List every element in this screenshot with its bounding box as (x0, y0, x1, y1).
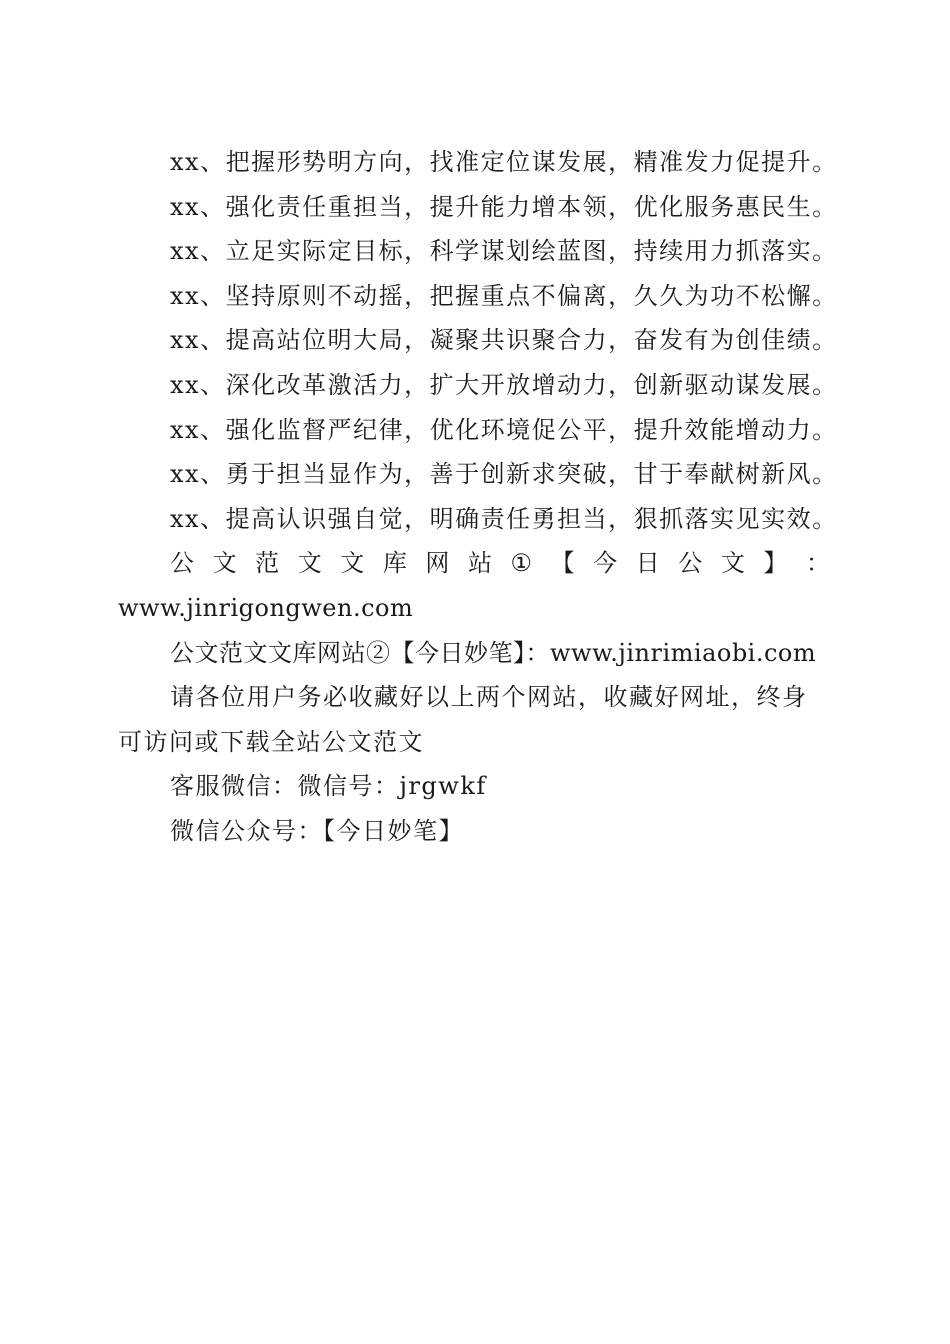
paragraph-9: xx、提高认识强自觉，明确责任勇担当，狠抓落实见实效。 (170, 504, 838, 533)
paragraph-5: xx、提高站位明大局，凝聚共识聚合力，奋发有为创佳绩。 (170, 326, 838, 355)
paragraph-6: xx、深化改革激活力，扩大开放增动力，创新驱动谋发展。 (170, 370, 838, 399)
paragraph-3: xx、立足实际定目标，科学谋划绘蓝图，持续用力抓落实。 (170, 237, 838, 266)
paragraph-8: xx、勇于担当显作为，善于创新求突破，甘于奉献树新风。 (170, 460, 838, 489)
site2-line: 公文范文文库网站②【今日妙笔】：www.jinrimiaobi.com (170, 638, 817, 667)
site1-url: www.jinrigongwen.com (118, 593, 414, 622)
notice-line-2: 可访问或下载全站公文范文 (118, 727, 424, 756)
document-body (118, 140, 838, 854)
paragraph-2: xx、强化责任重担当，提升能力增本领，优化服务惠民生。 (170, 192, 838, 221)
paragraph-7: xx、强化监督严纪律，优化环境促公平，提升效能增动力。 (170, 415, 838, 444)
service-wechat: 客服微信：微信号：jrgwkf (170, 772, 487, 801)
public-account: 微信公众号：【今日妙笔】 (170, 816, 464, 845)
paragraph-4: xx、坚持原则不动摇，把握重点不偏离，久久为功不松懈。 (170, 281, 838, 310)
paragraph-1: xx、把握形势明方向，找准定位谋发展，精准发力促提升。 (170, 148, 838, 176)
site1-label: 公 文 范 文 文 库 网 站 ① 【 今 日 公 文 】 ： (170, 549, 830, 578)
notice-line-1: 请各位用户务必收藏好以上两个网站，收藏好网址，终身 (170, 683, 808, 712)
